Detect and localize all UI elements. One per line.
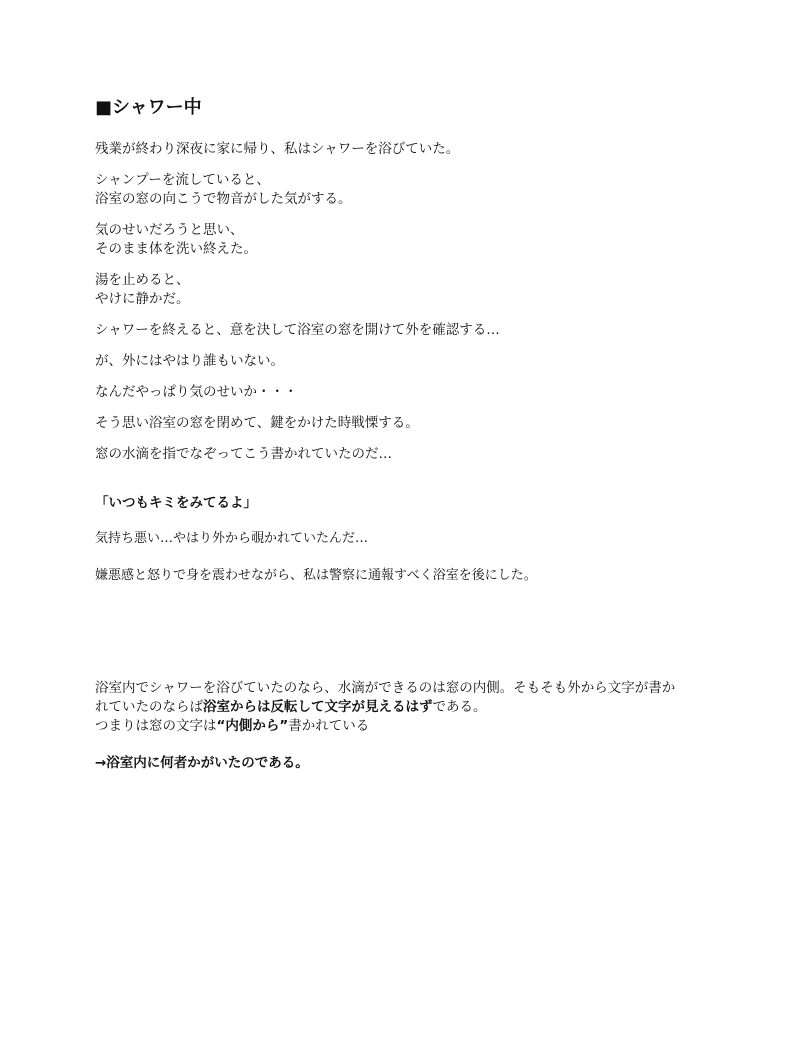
story-paragraph: 窓の水滴を指でなぞってこう書かれていたのだ… <box>95 446 392 462</box>
story-paragraph: 気のせいだろうと思い、 そのまま体を洗い終えた。 <box>95 222 257 257</box>
after-paragraph: 気持ち悪い…やはり外から覗かれていたんだ… <box>95 531 369 546</box>
explanation-line <box>95 698 735 717</box>
story-paragraph: 湯を止めると、 やけに静かだ。 <box>95 272 190 307</box>
explanation-emphasis: “内側から” <box>216 718 289 734</box>
story-paragraph: シャンプーを流していると、 浴室の窓の向こうで物音がした気がする。 <box>95 172 352 207</box>
explanation-text: れていたのならば <box>95 699 203 715</box>
explanation-text: 書かれている <box>288 718 370 734</box>
story-paragraph: シャワーを終えると、意を決して浴室の窓を開けて外を確認する… <box>95 322 500 338</box>
story-paragraph: そう思い浴室の窓を閉めて、鍵をかけた時戦慄する。 <box>95 415 419 431</box>
conclusion-text: →浴室内に何者かがいたのである。 <box>95 755 309 771</box>
explanation-emphasis: 浴室からは反転して文字が見えるはず <box>203 699 433 715</box>
explanation-text: つまりは窓の文字は <box>95 718 217 734</box>
story-paragraph: が、外にはやはり誰もいない。 <box>95 353 284 369</box>
story-paragraph: なんだやっぱり気のせいか・・・ <box>95 384 298 400</box>
story-paragraph: 残業が終わり深夜に家に帰り、私はシャワーを浴びていた。 <box>95 141 460 157</box>
explanation-text: である。 <box>432 699 487 715</box>
after-paragraph: 嫌悪感と怒りで身を震わせながら、私は警察に通報すべく浴室を後にした。 <box>95 568 537 583</box>
window-message-quote: 「いつもキミをみてるよ」 <box>95 495 257 511</box>
page-title: ■シャワー中 <box>95 97 202 118</box>
document-page <box>95 96 735 773</box>
story-section <box>95 140 735 464</box>
explanation-line: 浴室内でシャワーを浴びていたのなら、水滴ができるのは窓の内側。そもそも外から文字が書か <box>95 680 676 696</box>
explanation-section <box>95 679 735 736</box>
explanation-line <box>95 717 735 736</box>
